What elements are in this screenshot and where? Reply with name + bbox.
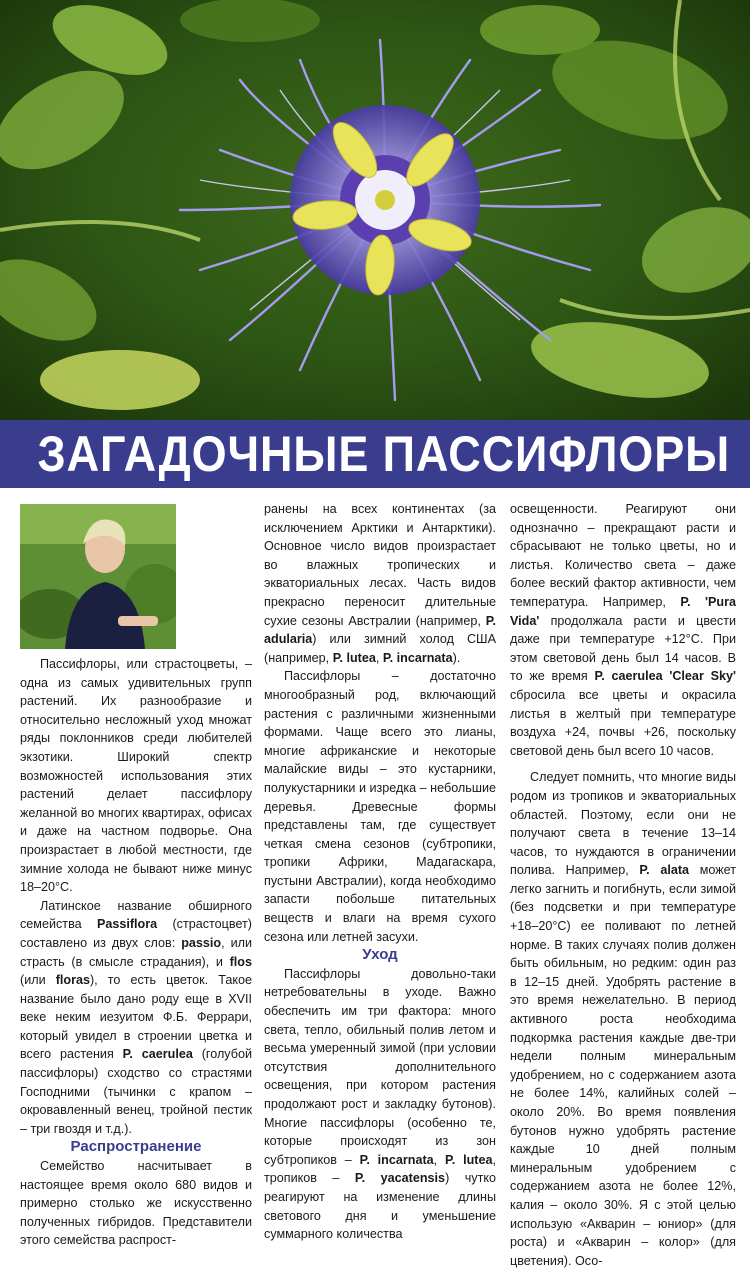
paragraph: Пассифлоры, или страстоцветы, – одна из самых удивительных групп растений. Их разнообразие и относительно несложный уход множат ряды поклонников среди любителей экзотики. Широкий спектр возможностей использования этих растений делает пассифлору желанной во многих квартирах, офисах и даже на частном подворье. Она произрастает в любой местности, где зимние холода не бывают ниже минус 18–20°C. <box>20 657 252 895</box>
paragraph: освещенности. Реагируют они однозначно – прекращают расти и сбрасывают не только цветы, но и листья. Количество света – даже более веский фактор активности, чем температура. Например, P. 'Pura Vida' продолжала расти и цвести даже при температуре +12°C. При этом световой день был 14 часов. В то же время P. caerulea 'Clear Sky' сбросила все цветы и окрасила листья в желтый при температуре воздуха +24, почвы +26, поскольку световой день был всего 10 часов. <box>510 502 736 758</box>
paragraph: Следует помнить, что многие виды родом из тропиков и экваториальных областей. Поэтому, если они не получают света в течение 13–14 часов, то нуждаются в ограничении полива. Например, P. alata может легко загнить и погибнуть, если зимой (без подсветки и при температуре +18–20°C) ее поливают по летней норме. В таких случаях полив должен быть обильным, но редким: один раз в 12–15 дней. Удобрять растение в это время нежелательно. В период активного роста необходима подкормка растения каждые две-три недели полным минеральным удобрением, но с содержанием азота не более 14%, калийных солей – около 20%. Во время появления бутонов нужно удобрять растение каждые 10 дней полным минеральным удобрением с содержанием азота не более 12%, калия – около 30%. Я с этой целью использую «Акварин – юниор» (для роста) и «Акварин – колор» (для цветения). Осо- <box>510 770 736 1268</box>
paragraph: Семейство насчитывает в настоящее время около 680 видов и примерно столько же искусственно полученных гибридов. Представители этого семейства распрост- <box>20 1159 252 1248</box>
column-3 <box>510 500 736 1270</box>
paragraph: Пассифлоры – достаточно многообразный род, включающий растения с различными жизненными формами. Чаще всего это лианы, многие африканские и некоторые малайские виды – это кустарники, полукустарники и изредка – небольшие деревья. Древесные формы представлены там, где существует четкая смена сезонов (субтропики, тропики Африки, Мадагаскара, пустыни Австралии), когда необходимо запасти побольше питательных веществ и влаги на время сухого сезона или летней засухи. <box>264 669 496 944</box>
column-2 <box>264 500 496 1244</box>
passion-flower-image <box>0 0 750 430</box>
hero-photo <box>0 0 750 430</box>
section-heading: Уход <box>362 946 398 964</box>
paragraph: Латинское название обширного семейства Passiflora (страстоцвет) составлено из двух слов: passio, или страсть (в смысле страдания), и flos (или floras), то есть цветок. Такое название было дано роду еще в XVII веке неким иезуитом Ф.Б. Феррари, который увидел в строении цветка и всего растения P. caerulea (голубой пассифлоры) сходство со страстями Господними (тычинки с крапом – окровавленный венец, тройной пестик – три гвоздя и т.д.). <box>20 898 253 1136</box>
paragraph: Пассифлоры довольно-таки нетребовательны в уходе. Важно обеспечить им три фактора: много света, тепло, обильный полив летом и весьма умеренный зимой (при условии отсутствия дополнительного освещения, при котором растения продолжают рост и закладку бутонов). Многие пассифлоры (особенно те, которые происходят из зон субтропиков – P. incarnata, P. lutea, тропиков – P. yacatensis) чутко реагируют на изменение длины светового дня и уменьшение суммарного количества <box>264 966 496 1242</box>
paragraph: ранены на всех континентах (за исключением Арктики и Антарктики). Основное число видов произрастает во влажных тропических и экваториальных лесах. Часть видов прекрасно переносит длительные сухие сезоны Австралии (например, P. adularia) или зимний холод США (например, P. lutea, P. incarnata). <box>264 502 496 665</box>
section-heading: Распространение <box>70 1138 202 1156</box>
column-1 <box>20 500 252 1250</box>
article-title: ЗАГАДОЧНЫЕ ПАССИФЛОРЫ <box>37 426 731 482</box>
author-photo <box>20 504 176 649</box>
